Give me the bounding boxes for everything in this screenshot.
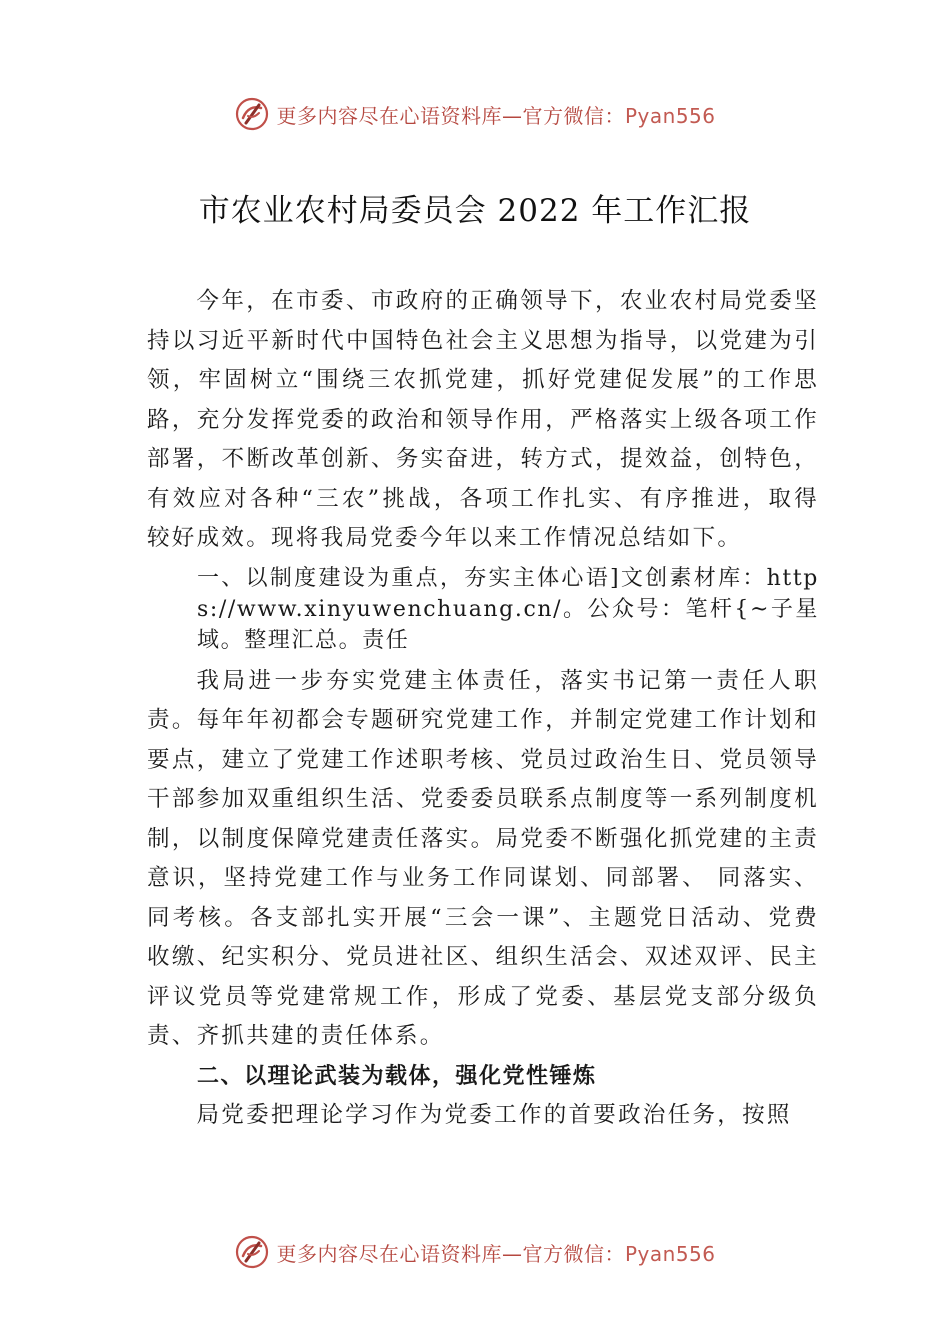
watermark-banner-top <box>0 94 950 134</box>
section-1-paragraph: 我局进一步夯实党建主体责任，落实书记第一责任人职责。每年年初都会专题研究党建工作，并制定党建工作计划和要点，建立了党建工作述职考核、党员过政治生日、党员领导干部参加双重组织生活、党委委员联系点制度等一系列制度机制，以制度保障党建责任落实。局党委不断强化抓党建的主责意识，坚持党建工作与业务工作同谋划、同部署、 同落实、同考核。各支部扎实开展“三会一课”、主题党日活动、党费收缴、纪实积分、党员进社区、组织生活会、双述双评、民主评议党员等党建常规工作，形成了党委、基层党支部分级负责、齐抓共建的责任体系。 <box>147 667 819 1049</box>
document-body <box>147 282 819 1136</box>
logo-icon <box>234 96 270 132</box>
watermark-banner-bottom <box>0 1232 950 1272</box>
logo-icon <box>234 1234 270 1270</box>
section-2-heading: 二、以理论武装为载体，强化党性锤炼 <box>197 1063 597 1089</box>
section-2-paragraph: 局党委把理论学习作为党委工作的首要政治任务，按照 <box>196 1102 792 1128</box>
section-1-heading: 一、以制度建设为重点，夯实主体心语]文创素材库：https://www.xinyuwenchuang.cn/。公众号：笔杆{~子星域。整理汇总。责任 <box>197 565 819 653</box>
watermark-text: 更多内容尽在心语资料库—官方微信：Pyan556 <box>276 1241 716 1266</box>
watermark-text: 更多内容尽在心语资料库—官方微信：Pyan556 <box>276 103 716 128</box>
intro-paragraph: 今年，在市委、市政府的正确领导下，农业农村局党委坚持以习近平新时代中国特色社会主义思想为指导，以党建为引领，牢固树立“围绕三农抓党建，抓好党建促发展”的工作思路，充分发挥党委的政治和领导作用，严格落实上级各项工作部署，不断改革创新、务实奋进，转方式，提效益，创特色，有效应对各种“三农”挑战，各项工作扎实、有序推进，取得较好成效。现将我局党委今年以来工作情况总结如下。 <box>147 288 819 551</box>
document-title: 市农业农村局委员会 2022 年工作汇报 <box>198 193 752 229</box>
